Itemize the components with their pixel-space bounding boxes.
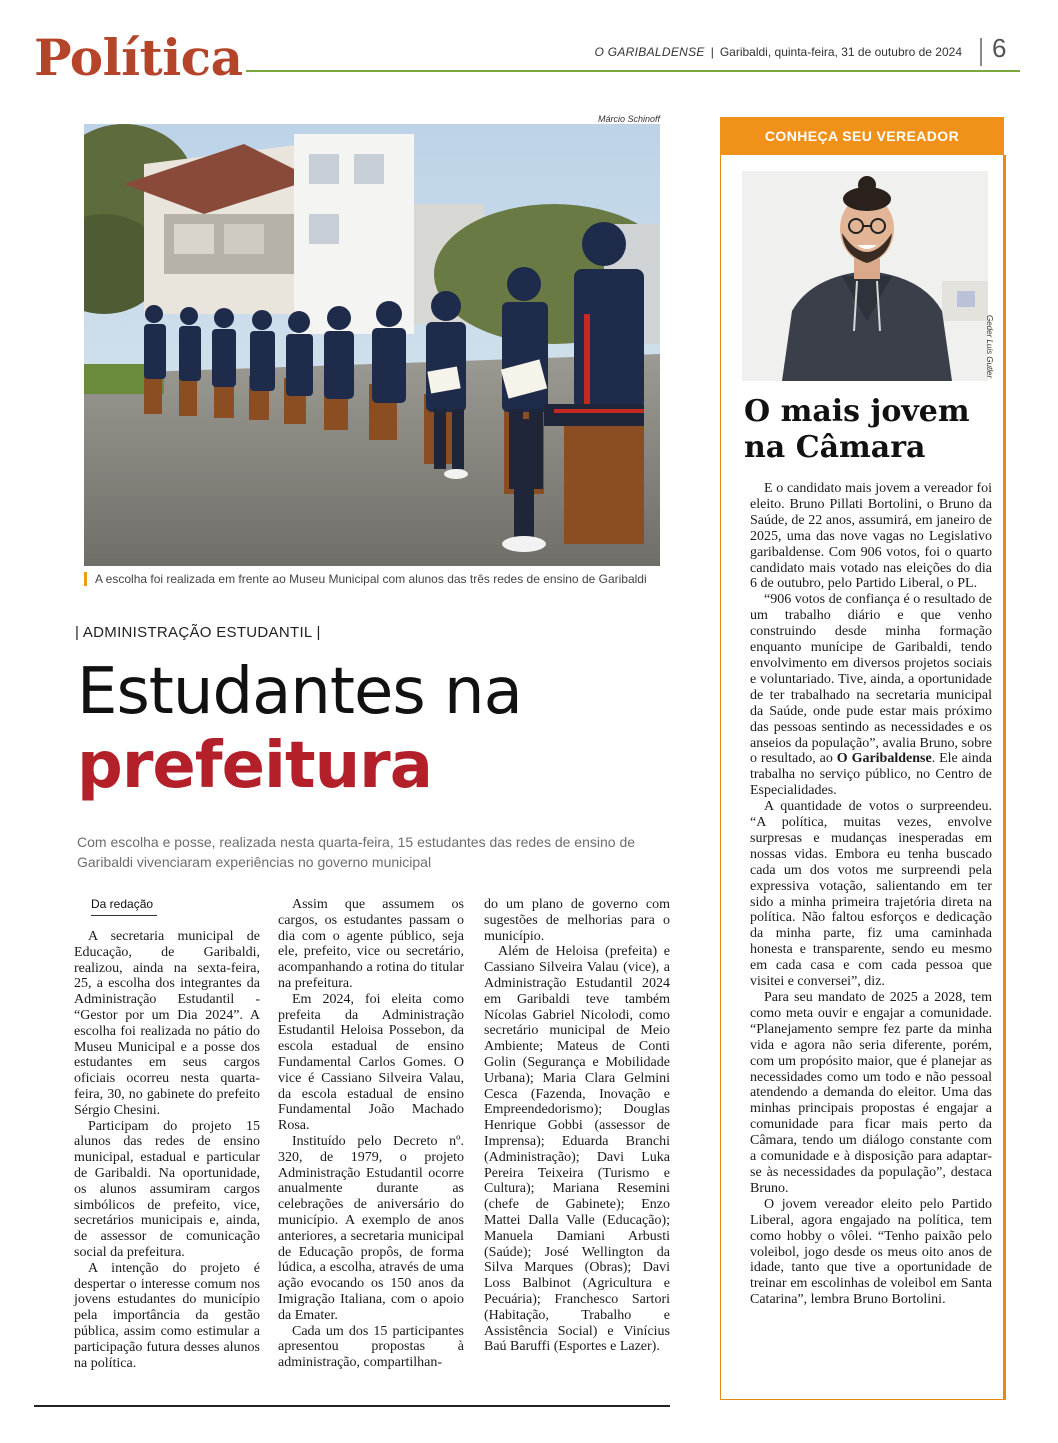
byline: Da redação bbox=[91, 897, 154, 911]
article-column-3 bbox=[484, 897, 670, 1355]
paragraph: Em 2024, foi eleita como prefeita da Administração Estudantil Heloisa Possebon, da escola estadual de ensino Fundamental Carlos Gomes. O vice é Cassiano Silveira Valau, da escola estadual de ensino Fundamental João Machado Rosa. bbox=[278, 991, 464, 1134]
main-photo bbox=[84, 124, 660, 566]
article-headline bbox=[77, 655, 522, 803]
quote-text-end: . Ele ainda trabalha no serviço público, no Centro de Especialidades. bbox=[750, 751, 992, 799]
councilman-portrait bbox=[742, 171, 988, 381]
newspaper-mention: O Garibaldense bbox=[836, 751, 932, 767]
portrait-photo bbox=[742, 171, 988, 381]
headline-line-1: Estudantes na bbox=[77, 655, 522, 729]
headline-line-2: prefeitura bbox=[77, 729, 432, 803]
paragraph: Para seu mandato de 2025 a 2028, tem como meta ouvir e engajar a comunidade. “Planejamento sempre fez parte da minha vida e agora não seria diferente, porém, com um propósito maior, que é planejar as necessidades como um todo e não pessoal atendendo a demanda do eleitor. Uma das minhas principais propostas é engajar a comunidade para ficar mais perto da Câmara, tendo um diálogo constante com a comunidade e à disposição para adaptar-se às necessidades da população”, destaca Bruno. bbox=[750, 990, 992, 1196]
photo-credit: Márcio Schinoff bbox=[597, 114, 660, 124]
paragraph: E o candidato mais jovem a vereador foi eleito. Bruno Pillati Bortolini, o Bruno da Saúde, de 22 anos, assumirá, em janeiro de 2025, uma das nove vagas no Legislativo garibaldense. Com 906 votos, foi o quarto candidato mais votado nas eleições do dia 6 de outubro, pelo Partido Liberal, o PL. bbox=[750, 481, 992, 592]
byline-rule bbox=[91, 915, 157, 916]
paragraph: Cada um dos 15 participantes apresentou propostas à administração, compartilhan- bbox=[278, 1323, 464, 1371]
header-meta bbox=[594, 45, 962, 59]
page-number-divider bbox=[980, 38, 982, 66]
quote-text: “906 votos de confiança é o resultado de um trabalho diário e que venho construindo desde minha formação enquanto munícipe de Garibaldi, tendo envolvimento em diversos projetos sociais e voluntariado. Tive, ainda, a oportunidade de ter trabalhado na secretaria municipal da Saúde, onde pude estar mais próximo das pessoas sentindo as necessidades e os anseios da população”, avalia Bruno, sobre o resultado, ao bbox=[750, 592, 992, 767]
page-number: 6 bbox=[992, 33, 1007, 63]
sidebar-title: O mais jovem na Câmara bbox=[744, 394, 970, 465]
paragraph: Participam do projeto 15 alunos das redes de ensino municipal, estadual e particular de Garibaldi. Na oportunidade, os alunos assumiram cargos simbólicos de prefeito, vice, secretários municipais e, ainda, de assessor de comunicação social da prefeitura. bbox=[74, 1118, 260, 1260]
paragraph: do um plano de governo com sugestões de melhorias para o município. bbox=[484, 897, 670, 944]
header-rule bbox=[246, 70, 1020, 72]
photo-caption: A escolha foi realizada em frente ao Museu Municipal com alunos das três redes de ensino de Garibaldi bbox=[95, 572, 647, 586]
paragraph: Além de Heloisa (prefeita) e Cassiano Silveira Valau (vice), a Administração Estudantil 2024 em Garibaldi teve também Nícolas Gabriel Nicolodi, como secretário municipal de Meio Ambiente; Mateus de Conti Golin (Segurança e Mobilidade Urbana); Maria Clara Gelmini Cesca (Fazenda, Inovação e Empreendedorismo); Douglas Henrique Gobbi (assessor de Imprensa); Eduarda Branchi (Administração); Davi Luka Pereira Teixeira (Turismo e Cultura); Mariana Resemini (chefe de Gabinete); Enzo Mattei Dalla Valle (Educação); Manuela Damiani Arbusti (Saúde); José Wellington da Silva Marques (Obras); Davi Loss Balbinot (Agricultura e Pecuária); Franchesco Sartori (Habitação, Trabalho e Assistência Social) e Vinícius Baú Baruffi (Esportes e Lazer). bbox=[484, 944, 670, 1355]
sidebar-body bbox=[750, 481, 992, 1308]
article-kicker: | ADMINISTRAÇÃO ESTUDANTIL | bbox=[75, 624, 321, 641]
students-outdoor-photo bbox=[84, 124, 660, 566]
article-column-1 bbox=[74, 929, 260, 1371]
paragraph: O jovem vereador eleito pelo Partido Liberal, agora engajado na política, tem como hobby o vôlei. “Tenho paixão pelo voleibol, jogo desde os meus oito anos de idade, tanto que tive a oportunidade de treinar em escolinhas de voleibol em Santa Catarina”, lembra Bruno Bortolini. bbox=[750, 1196, 992, 1308]
sidebar-label: CONHEÇA SEU VEREADOR bbox=[720, 117, 1004, 155]
header-separator: | bbox=[710, 45, 714, 59]
paragraph: Assim que assumem os cargos, os estudantes passam o dia com o agente público, seja ele, prefeito, vice ou secretário, acompanhando a rotina do titular na prefeitura. bbox=[278, 897, 464, 991]
caption-marker bbox=[84, 572, 87, 586]
paragraph: Instituído pelo Decreto nº. 320, de 1979, o projeto Administração Estudantil ocorre anualmente durante as celebrações de aniversário do município. A exemplo de anos anteriores, a secretaria municipal de Educação propôs, de forma lúdica, a escolha, através de uma ação evocando os 150 anos da Imigração Italiana, com o apoio da Emater. bbox=[278, 1133, 464, 1323]
bottom-rule bbox=[34, 1405, 670, 1407]
paragraph bbox=[750, 592, 992, 799]
paragraph: A secretaria municipal de Educação, de Garibaldi, realizou, ainda na sexta-feira, 25, a escolha dos integrantes da Administração Estudantil - “Gestor por um Dia 2024”. A escolha foi realizada no pátio do Museu Municipal e a posse dos estudantes em seus cargos oficiais ocorreu nesta quarta-feira, 30, no gabinete do prefeito Sérgio Chesini. bbox=[74, 929, 260, 1118]
article-column-2 bbox=[278, 897, 464, 1371]
portrait-credit: Geder Luis Gutler bbox=[985, 315, 994, 379]
paragraph: A intenção do projeto é despertar o interesse comum nos jovens estudantes do município pela importância da gestão pública, assim como estimular a participação futura desses alunos na política. bbox=[74, 1260, 260, 1371]
newspaper-name: O GARIBALDENSE bbox=[594, 45, 705, 59]
article-deck: Com escolha e posse, realizada nesta quarta-feira, 15 estudantes das redes de ensino de Garibaldi vivenciaram experiências no governo municipal bbox=[77, 834, 636, 870]
section-title: Política bbox=[34, 28, 243, 87]
sidebar-accent-rule bbox=[1004, 155, 1006, 1400]
paragraph: A quantidade de votos o surpreendeu. “A política, muitas vezes, envolve surpresas e mudanças inesperadas em nossas vidas. Embora eu tenha buscado cada um dos votos me surpreendi pela expressiva votação, salientando em ter sido a minha primeira trajetória direta na política. Não faltou esforços e dedicação da minha parte, fiz uma caminhada honesta e transparente, sendo eu mesmo em cada casa e com cada pessoa que visitei e conversei”, diz. bbox=[750, 799, 992, 990]
dateline: Garibaldi, quinta-feira, 31 de outubro de 2024 bbox=[719, 45, 962, 59]
